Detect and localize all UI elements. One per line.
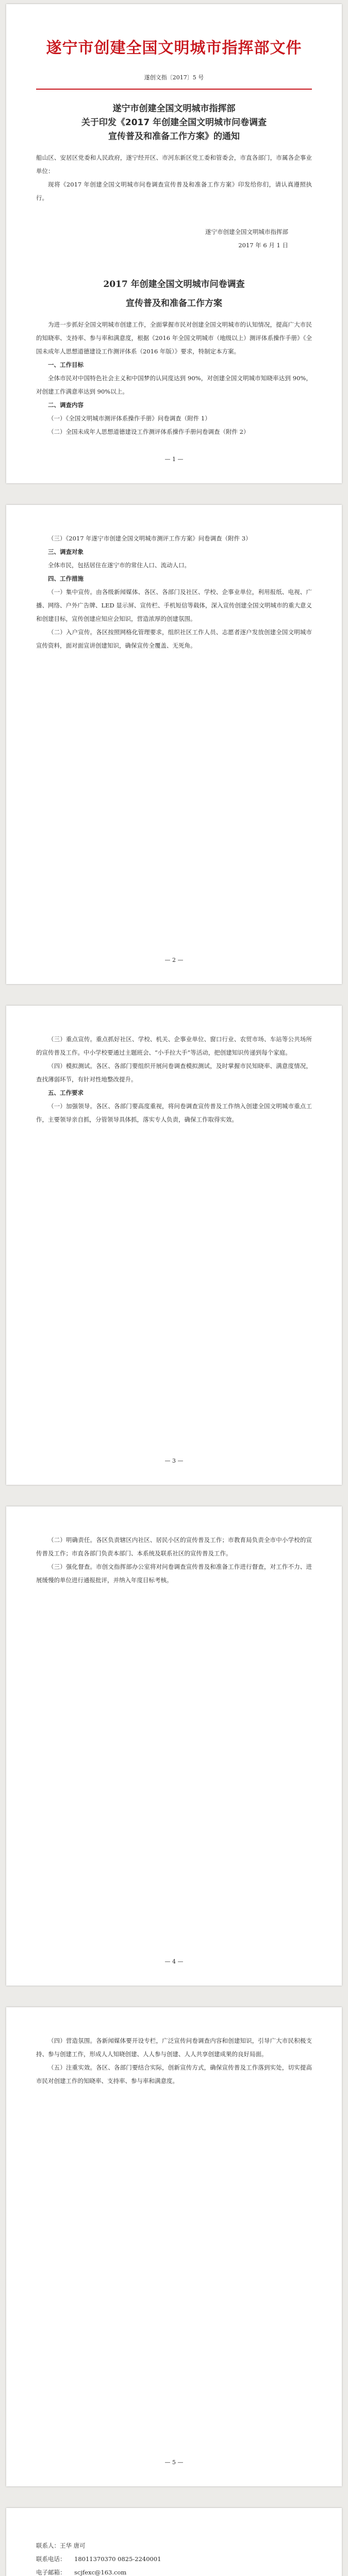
contact-email-row	[36, 2566, 312, 2576]
plan-title-line-1: 2017 年创建全国文明城市问卷调查	[103, 279, 245, 290]
notice-title-line-3: 宣传普及和准备工作方案》的通知	[108, 131, 240, 142]
page-number: — 4 —	[164, 1958, 184, 1965]
section-heading: 二、调查内容	[48, 401, 84, 409]
page-number: — 5 —	[164, 2459, 184, 2466]
plan-paragraph: （一）《全国文明城市测评体系操作手册》问卷调查（附件 1）	[48, 415, 211, 422]
section-heading: 三、调查对象	[48, 548, 84, 555]
notice-title-line-1: 遂宁市创建全国文明城市指挥部	[112, 104, 236, 114]
page-3	[6, 1006, 342, 1485]
notice-salutation: 船山区、安居区党委和人民政府，遂宁经开区、市河东新区党工委和管委会，市直各部门，市属各企事业单位：	[36, 154, 312, 175]
contact-phone: 18011370370 0825-2240001	[74, 2555, 161, 2563]
document-number: 遂创文指〔2017〕5 号	[144, 74, 204, 81]
plan-paragraph: 为进一步抓好全国文明城市创建工作，全面掌握市民对创建全国文明城市的认知情况，提高广大市民的知晓率、支持率、参与率和满意度，根据《2016 年全国文明城市（地级以上）测评体系操作手册》《全国未成年人思想道德建设工作测评体系（2016 年版）》要求，特制定本方案。	[36, 321, 312, 355]
plan-paragraph: （二）明确责任。各区负责辖区内社区、居民小区的宣传普及工作；市教育局负责全市中小学校的宣传普及工作；市直各部门负责本部门、本系统及联系社区的宣传普及工作。	[36, 1536, 312, 1557]
contact-email: scjfexc@163.com	[74, 2569, 127, 2576]
plan-paragraph: （四）模拟测试。各区、各部门要组织开展问卷调查模拟测试，及时掌握市民知晓率、满意度情况，查找薄弱环节，有针对性地整改提升。	[36, 1062, 312, 1083]
plan-paragraph: 全体市民对中国特色社会主义和中国梦的认同度达到 90%，对创建全国文明城市知晓率达到 90%，对创建工作满意率达到 90%以上。	[36, 375, 312, 395]
page-5	[6, 2007, 342, 2486]
plan-title-line-2: 宣传普及和准备工作方案	[126, 298, 222, 309]
contact-block	[36, 2539, 312, 2576]
plan-paragraph: （二）入户宣传。各区按照网格化管理要求，组织社区工作人员、志愿者逐户发放创建全国文明城市宣传资料，面对面宣讲创建知识，确保宣传全覆盖、无死角。	[36, 629, 312, 649]
page-6	[6, 2508, 342, 2576]
section-heading: 一、工作目标	[48, 361, 84, 368]
section-heading: 四、工作措施	[48, 575, 84, 582]
page-4	[6, 1506, 342, 1986]
contact-intro: 联系人：王华 唐可	[36, 2542, 86, 2549]
plan-paragraph: （一）加强领导。各区、各部门要高度重视，将问卷调查宣传普及工作纳入创建全国文明城市重点工作，主要领导亲自抓，分管领导具体抓，落实专人负责，确保工作取得实效。	[36, 1103, 312, 1123]
plan-paragraph: （二）全国未成年人思想道德建设工作测评体系操作手册问卷调查（附件 2）	[48, 428, 250, 435]
plan-paragraph: （四）营造氛围。各新闻媒体要开设专栏，广泛宣传问卷调查内容和创建知识，引导广大市民积极支持、参与创建工作，形成人人知晓创建、人人参与创建、人人共享创建成果的良好局面。	[36, 2037, 312, 2058]
plan-paragraph: （五）注重实效。各区、各部门要结合实际，创新宣传方式，确保宣传普及工作落到实处，切实提高市民对创建工作的知晓率、支持率、参与率和满意度。	[36, 2064, 312, 2084]
notice-sign-date: 2017 年 6 月 1 日	[238, 242, 288, 249]
page-number: — 1 —	[164, 456, 184, 463]
page-number: — 3 —	[164, 1458, 184, 1464]
red-divider	[36, 89, 312, 90]
plan-paragraph: 全体市民，包括居住在遂宁市的常住人口、流动人口。	[48, 562, 190, 569]
plan-paragraph: （三）《2017 年遂宁市创建全国文明城市测评工作方案》问卷调查（附件 3）	[48, 535, 252, 542]
page-2	[6, 505, 342, 984]
notice-title-line-2: 关于印发《2017 年创建全国文明城市问卷调查	[81, 117, 267, 128]
notice-body: 现将《2017 年创建全国文明城市问卷调查宣传普及和准备工作方案》印发给你们，请认真遵照执行。	[36, 181, 312, 201]
plan-paragraph: （一）集中宣传。由各级新闻媒体、各区、各部门及社区、学校、企事业单位，利用报纸、电视、广播、网络、户外广告牌、LED 显示屏、宣传栏、手机短信等载体，深入宣传创建全国文明城市的重大意义和创建目标，宣传创建应知应会知识，营造浓厚的创建氛围。	[36, 588, 312, 622]
contact-phone-row	[36, 2552, 312, 2566]
document-header-title: 遂宁市创建全国文明城市指挥部文件	[46, 39, 302, 57]
contact-phone-label: 联系电话：	[36, 2555, 66, 2563]
plan-paragraph: （三）重点宣传。重点抓好社区、学校、机关、企事业单位、窗口行业、农贸市场、车站等公共场所的宣传普及工作。中小学校要通过主题班会、“小手拉大手”等活动，把创建知识传递到每个家庭。	[36, 1036, 312, 1056]
section-heading: 五、工作要求	[48, 1089, 84, 1096]
contact-email-label: 电子邮箱：	[36, 2569, 66, 2576]
plan-paragraph: （三）强化督查。市创文指挥部办公室将对问卷调查宣传普及和准备工作进行督查，对工作不力、进展缓慢的单位进行通报批评，并纳入年度目标考核。	[36, 1563, 312, 1584]
notice-sign-org: 遂宁市创建全国文明城市指挥部	[205, 228, 288, 235]
page-number: — 2 —	[164, 957, 184, 963]
page-1	[6, 4, 342, 483]
